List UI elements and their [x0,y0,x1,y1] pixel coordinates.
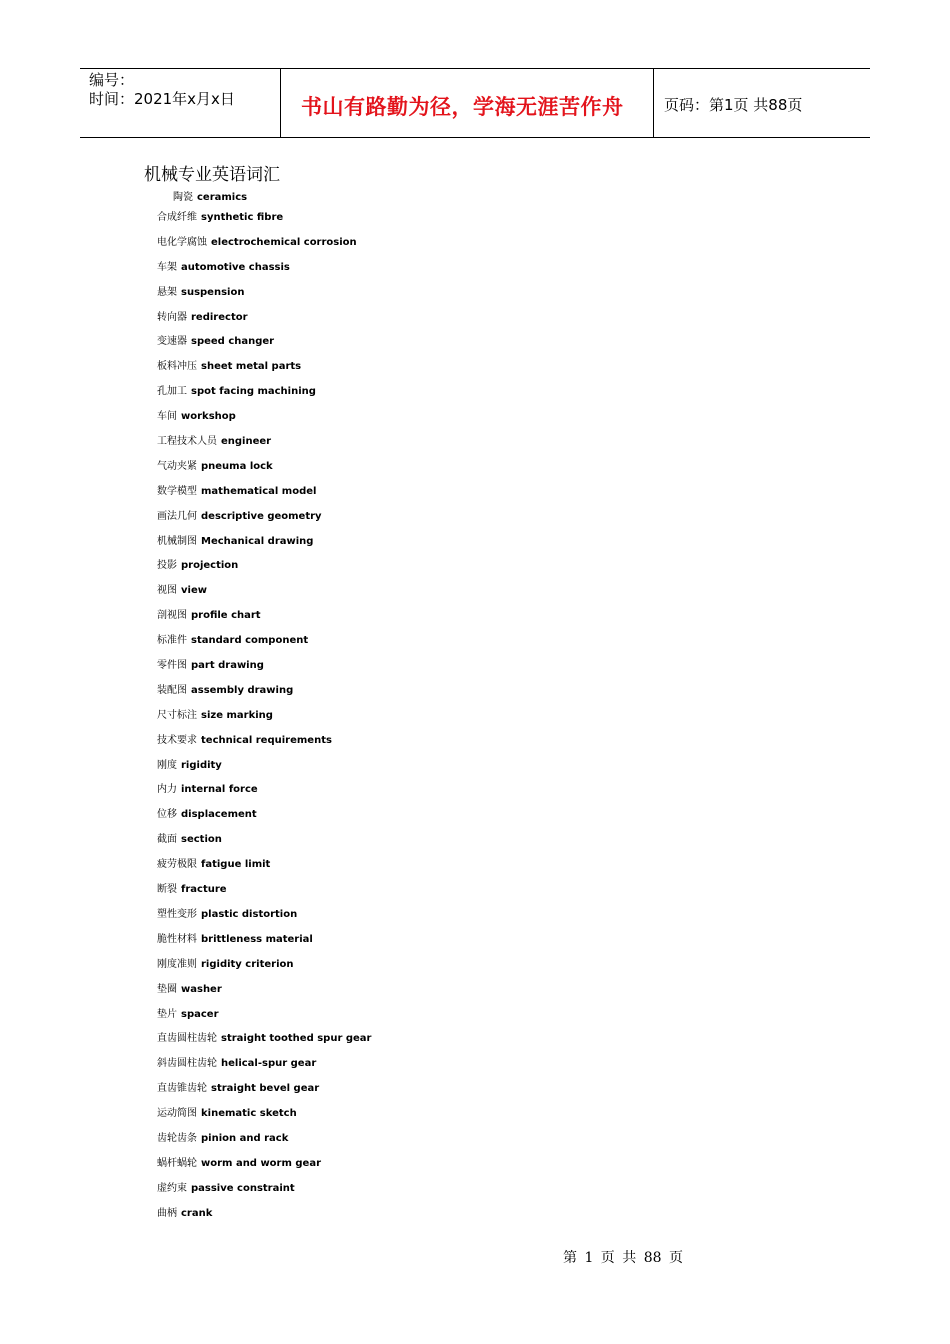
glossary-term-chinese: 机械制图 [157,535,197,547]
header-page-number: 页码：第1页 共88页 [664,96,803,114]
glossary-item [157,933,371,958]
glossary-term-english: straight toothed spur gear [221,1033,372,1045]
glossary-item [157,584,371,609]
glossary-term-english: speed changer [191,336,275,348]
glossary-item [157,783,371,808]
glossary-term-chinese: 直齿锥齿轮 [157,1083,207,1095]
glossary-term-chinese: 曲柄 [157,1207,177,1219]
glossary-item [157,535,371,560]
glossary-term-chinese: 内力 [157,784,177,796]
glossary-item [157,684,371,709]
glossary-item [157,808,371,833]
glossary-item [157,191,371,211]
glossary-term-english: ceramics [197,192,248,203]
glossary-term-chinese: 装配图 [157,684,187,696]
glossary-term-chinese: 转向器 [157,311,187,323]
glossary-term-english: automotive chassis [181,261,290,273]
glossary-term-english: suspension [181,286,245,298]
glossary-item [157,709,371,734]
glossary-term-chinese: 垫片 [157,1008,177,1020]
glossary-item [157,236,371,261]
glossary-item [157,1132,371,1157]
document-title: 机械专业英语词汇 [144,165,280,185]
glossary-term-english: kinematic sketch [201,1108,297,1120]
glossary-item [157,858,371,883]
glossary-item [157,1107,371,1132]
glossary-term-english: assembly drawing [191,684,294,696]
glossary-item [157,1207,371,1232]
glossary-term-chinese: 技术要求 [157,734,197,746]
glossary-term-chinese: 标准件 [157,635,187,647]
glossary-term-chinese: 工程技术人员 [157,436,217,448]
glossary-term-english: fracture [181,884,227,896]
glossary-term-chinese: 虚约束 [157,1182,187,1194]
header-motto-cell [281,69,654,137]
glossary-term-chinese: 运动简图 [157,1108,197,1120]
glossary-item [157,1157,371,1182]
glossary-term-chinese: 断裂 [157,884,177,896]
glossary-term-english: engineer [221,436,272,448]
glossary-item [157,1008,371,1033]
glossary-term-chinese: 刚度准则 [157,958,197,970]
glossary-term-english: workshop [181,411,236,423]
glossary-term-english: washer [181,983,222,995]
page-header [80,68,870,138]
glossary-term-chinese: 直齿圆柱齿轮 [157,1033,217,1045]
glossary-term-english: pneuma lock [201,460,273,472]
glossary-term-chinese: 蜗杆蜗轮 [157,1157,197,1169]
glossary-item [157,833,371,858]
glossary-term-chinese: 悬架 [157,286,177,298]
glossary-term-english: crank [181,1207,213,1219]
glossary-item [157,958,371,983]
glossary-term-english: part drawing [191,660,264,672]
glossary-term-chinese: 脆性材料 [157,933,197,945]
glossary-term-chinese: 数学模型 [157,485,197,497]
glossary-item [157,983,371,1008]
glossary-term-chinese: 车间 [157,411,177,423]
glossary-term-english: Mechanical drawing [201,535,314,547]
glossary-term-chinese: 尺寸标注 [157,709,197,721]
glossary-item [157,435,371,460]
page-footer: 第 1 页 共 88 页 [563,1250,683,1266]
glossary-term-english: spacer [181,1008,219,1020]
glossary-item [157,385,371,410]
glossary-item [157,559,371,584]
glossary-term-chinese: 板料冲压 [157,361,197,373]
glossary-term-english: worm and worm gear [201,1157,322,1169]
glossary-term-chinese: 塑性变形 [157,908,197,920]
document-time-label: 时间：2021年x月x日 [89,90,235,108]
glossary-term-english: passive constraint [191,1182,295,1194]
glossary-term-english: mathematical model [201,485,317,497]
glossary-term-english: helical-spur gear [221,1058,317,1070]
glossary-term-english: standard component [191,635,309,647]
glossary-term-english: internal force [181,784,258,796]
glossary-item [157,659,371,684]
glossary-term-chinese: 合成纤维 [157,212,197,223]
glossary-term-english: electrochemical corrosion [211,236,357,248]
glossary-term-english: sheet metal parts [201,361,302,373]
glossary-term-english: pinion and rack [201,1132,289,1144]
glossary-item [157,335,371,360]
glossary-term-chinese: 画法几何 [157,510,197,522]
glossary-term-english: rigidity criterion [201,958,294,970]
glossary-term-english: projection [181,560,239,572]
header-page-cell [654,69,870,137]
glossary-item [157,485,371,510]
glossary-term-english: section [181,834,222,846]
glossary-term-english: descriptive geometry [201,510,322,522]
glossary-term-chinese: 垫圈 [157,983,177,995]
glossary-term-english: fatigue limit [201,859,271,871]
glossary-item [157,609,371,634]
glossary-term-english: redirector [191,311,248,323]
glossary-item [157,311,371,336]
glossary-item [157,883,371,908]
glossary-term-chinese: 齿轮齿条 [157,1132,197,1144]
glossary-item [157,634,371,659]
glossary-term-chinese: 截面 [157,834,177,846]
glossary-term-english: plastic distortion [201,908,298,920]
glossary-term-english: view [181,585,207,597]
glossary-term-english: spot facing machining [191,386,316,398]
glossary-term-chinese: 剖视图 [157,610,187,622]
header-meta-cell [80,69,281,137]
motto-text: 书山有路勤为径，学海无涯苦作舟 [301,95,624,119]
glossary-list [157,191,371,1232]
glossary-term-chinese: 疲劳极限 [157,859,197,871]
glossary-term-english: displacement [181,809,257,821]
glossary-item [157,410,371,435]
glossary-item [157,1182,371,1207]
glossary-item [157,510,371,535]
glossary-term-english: technical requirements [201,734,332,746]
glossary-item [157,734,371,759]
glossary-term-english: straight bevel gear [211,1083,320,1095]
glossary-term-english: profile chart [191,610,261,622]
glossary-term-chinese: 孔加工 [157,386,187,398]
glossary-item [157,1082,371,1107]
glossary-term-chinese: 变速器 [157,336,187,348]
glossary-term-chinese: 气动夹紧 [157,460,197,472]
glossary-item [157,1032,371,1057]
glossary-term-chinese: 刚度 [157,759,177,771]
glossary-term-english: rigidity [181,759,222,771]
glossary-term-chinese: 陶瓷 [173,192,193,203]
glossary-term-english: synthetic fibre [201,212,284,223]
glossary-item [157,286,371,311]
glossary-item [157,211,371,236]
glossary-item [157,261,371,286]
glossary-item [157,360,371,385]
glossary-term-chinese: 电化学腐蚀 [157,236,207,248]
glossary-item [157,460,371,485]
glossary-term-chinese: 车架 [157,261,177,273]
glossary-item [157,759,371,784]
glossary-term-chinese: 斜齿圆柱齿轮 [157,1058,217,1070]
glossary-term-english: brittleness material [201,933,313,945]
glossary-term-english: size marking [201,709,273,721]
glossary-term-chinese: 投影 [157,560,177,572]
glossary-item [157,908,371,933]
glossary-item [157,1057,371,1082]
glossary-term-chinese: 零件图 [157,660,187,672]
glossary-term-chinese: 视图 [157,585,177,597]
document-number-label: 编号： [89,71,135,89]
glossary-term-chinese: 位移 [157,809,177,821]
